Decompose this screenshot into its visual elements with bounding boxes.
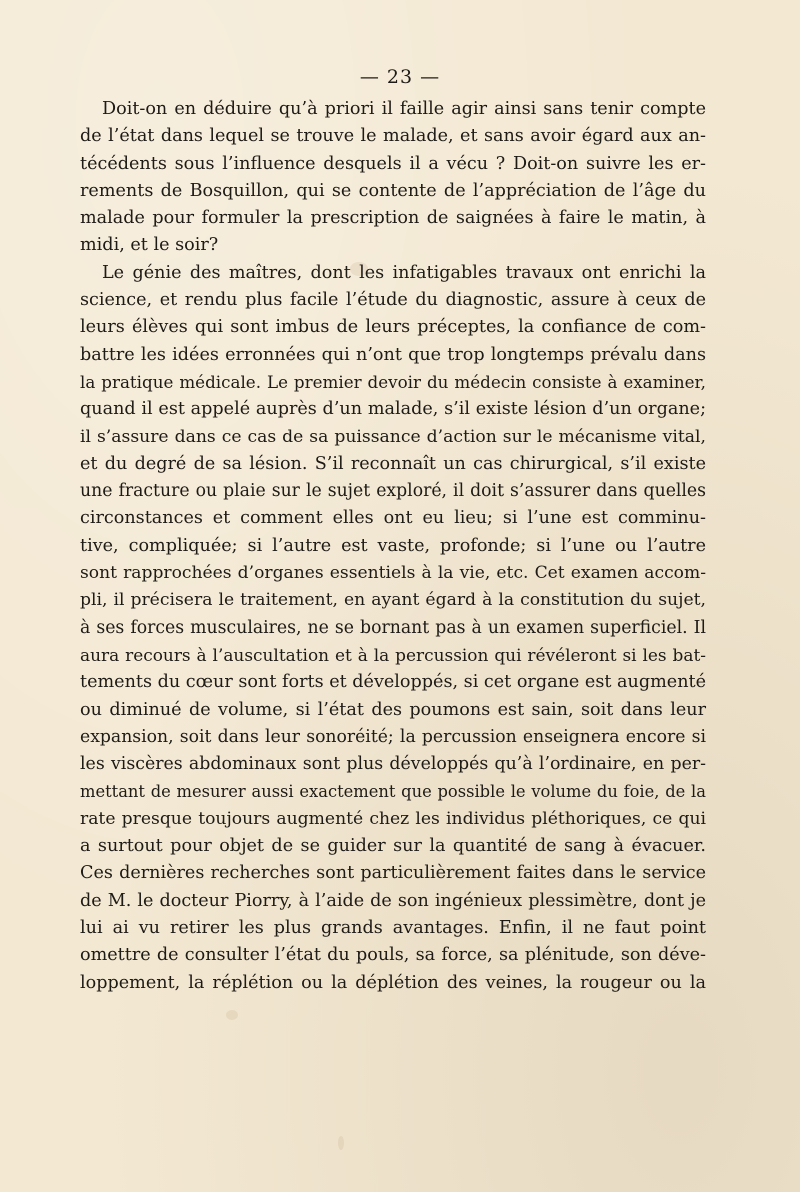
- text-line: battre les idées erronnées qui n’ont que trop longtemps prévalu dans: [80, 344, 706, 365]
- text-line: il s’assure dans ce cas de sa puissance d’action sur le mécanisme vital,: [80, 426, 706, 447]
- text-line: leurs élèves qui sont imbus de leurs préceptes, la confiance de com-: [80, 317, 706, 338]
- text-line: técédents sous l’influence desquels il a vécu ? Doit-on suivre les er-: [80, 153, 706, 174]
- paper-stain: [338, 1136, 344, 1150]
- text-line: sont rapprochées d’organes essentiels à la vie, etc. Cet examen accom-: [80, 563, 706, 584]
- text-line: une fracture ou plaie sur le sujet exploré, il doit s’assurer dans quelles: [80, 481, 706, 502]
- text-line: omettre de consulter l’état du pouls, sa force, sa plénitude, son déve-: [80, 945, 706, 966]
- text-line: ou diminué de volume, si l’état des poumons est sain, soit dans leur: [80, 699, 706, 720]
- body-text: [80, 96, 706, 997]
- text-line: loppement, la réplétion ou la déplétion des veines, la rougeur ou la: [80, 972, 706, 993]
- text-line: la pratique médicale. Le premier devoir du médecin consiste à examiner,: [80, 371, 706, 392]
- text-line: Doit-on en déduire qu’à priori il faille agir ainsi sans tenir compte: [102, 99, 706, 119]
- text-line: aura recours à l’auscultation et à la percussion qui révéleront si les bat-: [80, 644, 706, 665]
- text-line: rate presque toujours augmenté chez les individus pléthoriques, ce qui: [80, 808, 706, 829]
- page-number: — 23 —: [359, 66, 441, 88]
- text-line: circonstances et comment elles ont eu lieu; si l’une est comminu-: [80, 508, 706, 529]
- text-line: a surtout pour objet de se guider sur la quantité de sang à évacuer.: [80, 836, 706, 857]
- text-line: pli, il précisera le traitement, en ayant égard à la constitution du sujet,: [80, 590, 706, 611]
- text-line: Ces dernières recherches sont particulièrement faites dans le service: [80, 863, 706, 884]
- text-line: quand il est appelé auprès d’un malade, s’il existe lésion d’un organe;: [80, 399, 706, 420]
- text-line: les viscères abdominaux sont plus développés qu’à l’ordinaire, en per-: [80, 754, 706, 775]
- text-line: de l’état dans lequel se trouve le malade, et sans avoir égard aux an-: [80, 126, 706, 147]
- text-line: midi, et le soir?: [80, 235, 219, 256]
- text-line: de M. le docteur Piorry, à l’aide de son ingénieux plessimètre, dont je: [80, 890, 706, 911]
- text-line: mettant de mesurer aussi exactement que possible le volume du foie, de la: [80, 782, 706, 802]
- text-line: science, et rendu plus facile l’étude du diagnostic, assure à ceux de: [80, 290, 706, 311]
- text-line: lui ai vu retirer les plus grands avantages. Enfin, il ne faut point: [80, 917, 706, 938]
- paper-stain: [226, 1010, 238, 1020]
- text-line: et du degré de sa lésion. S’il reconnaît un cas chirurgical, s’il existe: [80, 453, 706, 474]
- text-line: malade pour formuler la prescription de saignées à faire le matin, à: [80, 208, 706, 229]
- text-line: rements de Bosquillon, qui se contente de l’appréciation de l’âge du: [80, 180, 706, 201]
- text-line: à ses forces musculaires, ne se bornant pas à un examen superficiel. Il: [80, 617, 706, 638]
- text-line: expansion, soit dans leur sonoréité; la percussion enseignera encore si: [80, 726, 706, 747]
- text-line: tive, compliquée; si l’autre est vaste, profonde; si l’une ou l’autre: [80, 535, 706, 556]
- text-line: tements du cœur sont forts et développés, si cet organe est augmenté: [80, 672, 707, 693]
- text-line: Le génie des maîtres, dont les infatigables travaux ont enrichi la: [102, 262, 706, 283]
